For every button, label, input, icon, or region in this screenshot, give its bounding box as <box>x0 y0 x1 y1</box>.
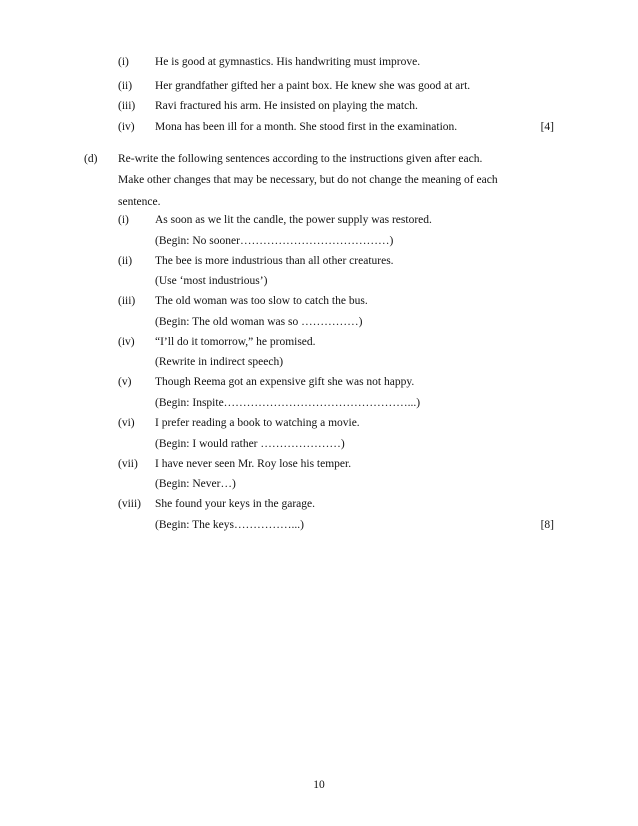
instruction-row <box>0 172 638 188</box>
item-number: (vii) <box>118 458 138 470</box>
item-hint-row <box>0 233 638 249</box>
question-c-item <box>0 98 638 114</box>
item-number: (viii) <box>118 498 141 510</box>
instruction-row <box>0 194 638 210</box>
item-hint: (Use ‘most industrious’) <box>155 275 268 287</box>
item-text: As soon as we lit the candle, the power supply was restored. <box>155 214 432 226</box>
item-hint-row <box>0 395 638 411</box>
question-c-item <box>0 119 638 135</box>
item-text: Ravi fractured his arm. He insisted on playing the match. <box>155 100 418 112</box>
item-number: (i) <box>118 56 129 68</box>
item-text: I have never seen Mr. Roy lose his temper. <box>155 458 352 470</box>
item-number: (iii) <box>118 295 136 307</box>
item-hint-row <box>0 476 638 492</box>
item-hint-row <box>0 354 638 370</box>
question-d-item <box>0 415 638 431</box>
item-hint-row <box>0 517 638 533</box>
item-number: (iv) <box>118 336 135 348</box>
instruction-line: sentence. <box>118 196 161 208</box>
question-d-header <box>0 151 638 167</box>
question-d-item <box>0 212 638 228</box>
item-hint: (Begin: Never…) <box>155 478 236 490</box>
item-text: “I’ll do it tomorrow,” he promised. <box>155 336 316 348</box>
page-number: 10 <box>313 779 325 791</box>
item-text: Though Reema got an expensive gift she was not happy. <box>155 376 415 388</box>
item-number: (v) <box>118 376 132 388</box>
item-number: (iii) <box>118 100 136 112</box>
item-number: (ii) <box>118 80 133 92</box>
item-hint-row <box>0 314 638 330</box>
item-hint: (Begin: I would rather …………………) <box>155 438 345 450</box>
item-hint: (Begin: Inspite…………………………………………...) <box>155 397 421 409</box>
marks-d: [8] <box>540 519 554 531</box>
question-d-item <box>0 456 638 472</box>
item-text: The old woman was too slow to catch the bus. <box>155 295 368 307</box>
question-d-item <box>0 253 638 269</box>
item-number: (ii) <box>118 255 133 267</box>
item-hint: (Begin: The keys……………...) <box>155 519 304 531</box>
item-text: I prefer reading a book to watching a movie. <box>155 417 360 429</box>
item-text: Her grandfather gifted her a paint box. He knew she was good at art. <box>155 80 471 92</box>
question-c-item <box>0 54 638 70</box>
marks-c: [4] <box>540 121 554 133</box>
section-label: (d) <box>84 153 98 165</box>
question-d-item <box>0 293 638 309</box>
question-d-item <box>0 334 638 350</box>
item-text: He is good at gymnastics. His handwriting must improve. <box>155 56 421 68</box>
item-hint-row <box>0 436 638 452</box>
item-number: (iv) <box>118 121 135 133</box>
item-text: She found your keys in the garage. <box>155 498 316 510</box>
item-hint: (Rewrite in indirect speech) <box>155 356 284 368</box>
instruction-line: Re-write the following sentences according to the instructions given after each. <box>118 153 483 165</box>
item-hint: (Begin: No sooner…………………………………) <box>155 235 394 247</box>
item-hint-row <box>0 273 638 289</box>
question-d-item <box>0 374 638 390</box>
item-text: Mona has been ill for a month. She stood first in the examination. <box>155 121 458 133</box>
item-number: (i) <box>118 214 129 226</box>
instruction-line: Make other changes that may be necessary, but do not change the meaning of each <box>118 174 498 186</box>
item-number: (vi) <box>118 417 135 429</box>
question-c-item <box>0 78 638 94</box>
item-hint: (Begin: The old woman was so ……………) <box>155 316 363 328</box>
item-text: The bee is more industrious than all other creatures. <box>155 255 394 267</box>
question-d-item <box>0 496 638 512</box>
